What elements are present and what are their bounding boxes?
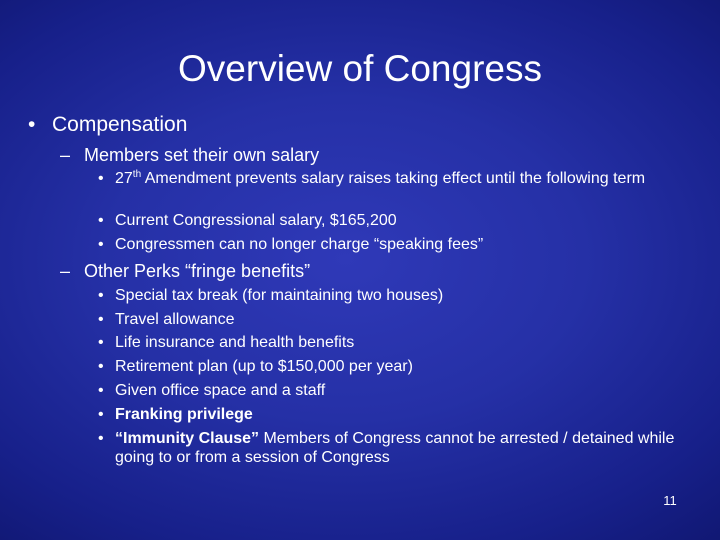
perk-item: [98, 286, 698, 305]
bullet-icon: •: [98, 287, 104, 304]
item-text: [115, 169, 698, 188]
item-speaking-fees: [98, 235, 698, 254]
perk-item: [98, 333, 698, 352]
franking-text: Franking privilege: [115, 406, 253, 423]
perk-item: [98, 405, 698, 424]
bullet-icon: •: [98, 311, 104, 328]
immunity-text: Members of Congress cannot be arrested / detained while going to or from a session of Congress: [115, 430, 675, 466]
item-salary: [98, 211, 698, 230]
perk-item: [98, 381, 698, 400]
perk-item: [98, 357, 698, 376]
bullet-icon: •: [28, 113, 36, 136]
perk-item-immunity: [98, 429, 698, 467]
item-text: [115, 405, 698, 424]
item-text: Life insurance and health benefits: [115, 334, 355, 351]
amendment-text: Amendment prevents salary raises taking effect until the following term: [141, 170, 646, 187]
bullet-icon: •: [98, 334, 104, 351]
dash-icon: –: [60, 145, 71, 165]
bullet-icon: •: [98, 382, 104, 399]
bullet-icon: •: [98, 430, 104, 447]
perks-heading: Other Perks “fringe benefits”: [84, 261, 311, 281]
item-text: Current Congressional salary, $165,200: [115, 212, 397, 229]
amendment-number: 27: [115, 170, 133, 187]
perk-item: [98, 310, 698, 329]
item-text: Special tax break (for maintaining two houses): [115, 287, 444, 304]
item-text: Retirement plan (up to $150,000 per year): [115, 358, 413, 375]
item-text: [115, 429, 698, 467]
slide-title: Overview of Congress: [178, 48, 542, 89]
item-27th-amendment: [98, 169, 698, 188]
immunity-label: “Immunity Clause”: [115, 430, 260, 447]
ordinal-suffix: th: [132, 169, 142, 180]
bullet-icon: •: [98, 406, 104, 423]
dash-icon: –: [60, 261, 71, 281]
bullet-icon: •: [98, 358, 104, 375]
salary-heading: Members set their own salary: [84, 145, 320, 165]
bullet-icon: •: [98, 212, 104, 229]
item-text: Congressmen can no longer charge “speaking fees”: [115, 236, 484, 253]
item-text: Given office space and a staff: [115, 382, 326, 399]
compensation-text: Compensation: [52, 113, 188, 136]
item-text: Travel allowance: [115, 311, 235, 328]
bullet-icon: •: [98, 236, 104, 253]
page-number: 11: [663, 493, 677, 508]
bullet-icon: •: [98, 170, 104, 187]
